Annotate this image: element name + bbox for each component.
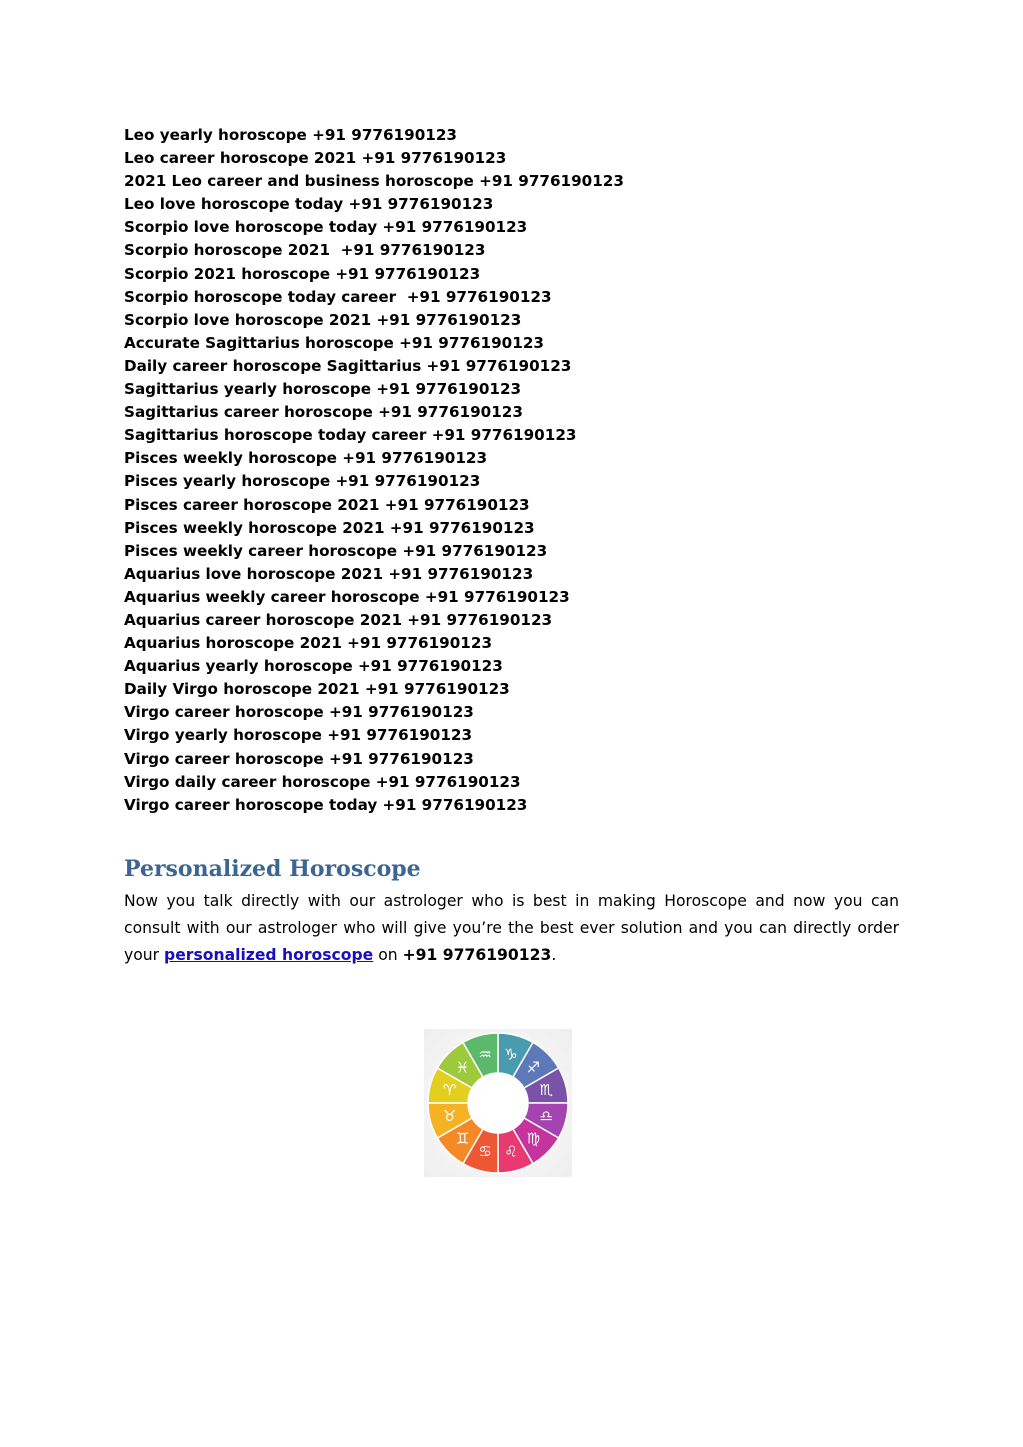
- zodiac-sign-icon: ♐: [526, 1058, 541, 1077]
- zodiac-sign-icon: ♏: [539, 1081, 554, 1100]
- keyword-line: Pisces weekly horoscope +91 9776190123: [124, 449, 488, 468]
- keyword-line: Sagittarius horoscope today career +91 9776190123: [124, 426, 577, 445]
- zodiac-sign-icon: ♌: [504, 1142, 518, 1161]
- keyword-line: Aquarius career horoscope 2021 +91 9776190123: [124, 610, 553, 629]
- keyword-line: Leo love horoscope today +91 9776190123: [124, 195, 494, 214]
- keyword-line: Scorpio horoscope 2021 +91 9776190123: [124, 241, 486, 260]
- zodiac-sign-icon: ♑: [504, 1045, 518, 1064]
- keyword-line: Virgo yearly horoscope +91 9776190123: [124, 726, 473, 745]
- keyword-line: Accurate Sagittarius horoscope +91 9776190123: [124, 333, 544, 352]
- keyword-line: Daily career horoscope Sagittarius +91 9776190123: [124, 356, 572, 375]
- zodiac-sign-icon: ♉: [442, 1106, 457, 1125]
- keyword-line: Pisces weekly horoscope 2021 +91 9776190123: [124, 518, 535, 537]
- phone-number: +91 9776190123: [402, 945, 552, 964]
- keyword-line: Sagittarius career horoscope +91 9776190123: [124, 403, 523, 422]
- zodiac-sign-icon: ♒: [478, 1045, 492, 1064]
- keyword-line: Virgo daily career horoscope +91 9776190123: [124, 772, 521, 791]
- zodiac-sign-icon: ♊: [455, 1129, 470, 1148]
- keyword-line: Virgo career horoscope +91 9776190123: [124, 749, 474, 768]
- keyword-line: Pisces yearly horoscope +91 9776190123: [124, 472, 481, 491]
- keyword-line: Aquarius weekly career horoscope +91 9776190123: [124, 587, 570, 606]
- keyword-line: Daily Virgo horoscope 2021 +91 9776190123: [124, 680, 510, 699]
- keyword-line: Scorpio love horoscope 2021 +91 9776190123: [124, 310, 522, 329]
- personalized-horoscope-link[interactable]: personalized horoscope: [164, 945, 374, 964]
- keyword-line: Scorpio 2021 horoscope +91 9776190123: [124, 264, 481, 283]
- keyword-line: 2021 Leo career and business horoscope +91 9776190123: [124, 172, 624, 191]
- section-heading: Personalized Horoscope: [124, 856, 421, 882]
- zodiac-sign-icon: ♈: [442, 1081, 457, 1100]
- keyword-line: Scorpio horoscope today career +91 9776190123: [124, 287, 552, 306]
- keyword-line: Sagittarius yearly horoscope +91 9776190123: [124, 380, 522, 399]
- end-punctuation: .: [551, 945, 557, 964]
- keyword-line: Pisces career horoscope 2021 +91 9776190123: [124, 495, 530, 514]
- keyword-line: Pisces weekly career horoscope +91 9776190123: [124, 541, 548, 560]
- keyword-line: Aquarius horoscope 2021 +91 9776190123: [124, 634, 493, 653]
- keyword-line: Aquarius love horoscope 2021 +91 9776190123: [124, 564, 534, 583]
- zodiac-sign-icon: ♋: [478, 1142, 492, 1161]
- keyword-line: Virgo career horoscope +91 9776190123: [124, 703, 474, 722]
- section-paragraph: [124, 888, 899, 968]
- keyword-line: Leo career horoscope 2021 +91 9776190123: [124, 149, 507, 168]
- keyword-line: Leo yearly horoscope +91 9776190123: [124, 126, 457, 144]
- zodiac-wheel-image: [424, 1029, 572, 1177]
- keyword-list: [124, 124, 624, 817]
- keyword-line: Scorpio love horoscope today +91 9776190123: [124, 218, 528, 237]
- zodiac-sign-icon: ♓: [455, 1058, 470, 1077]
- zodiac-sign-icon: ♎: [539, 1106, 554, 1125]
- keyword-line: Virgo career horoscope today +91 9776190123: [124, 795, 528, 814]
- zodiac-center: [468, 1073, 528, 1133]
- zodiac-sign-icon: ♍: [526, 1129, 541, 1148]
- keyword-line: Aquarius yearly horoscope +91 9776190123: [124, 657, 503, 676]
- body-text: Now you talk directly with our astrologer who is best in making Horoscope and now you can consult with our astrologer who will give you’re the best ever solution and you can directly order your: [124, 892, 899, 964]
- connector-text: on: [378, 945, 398, 964]
